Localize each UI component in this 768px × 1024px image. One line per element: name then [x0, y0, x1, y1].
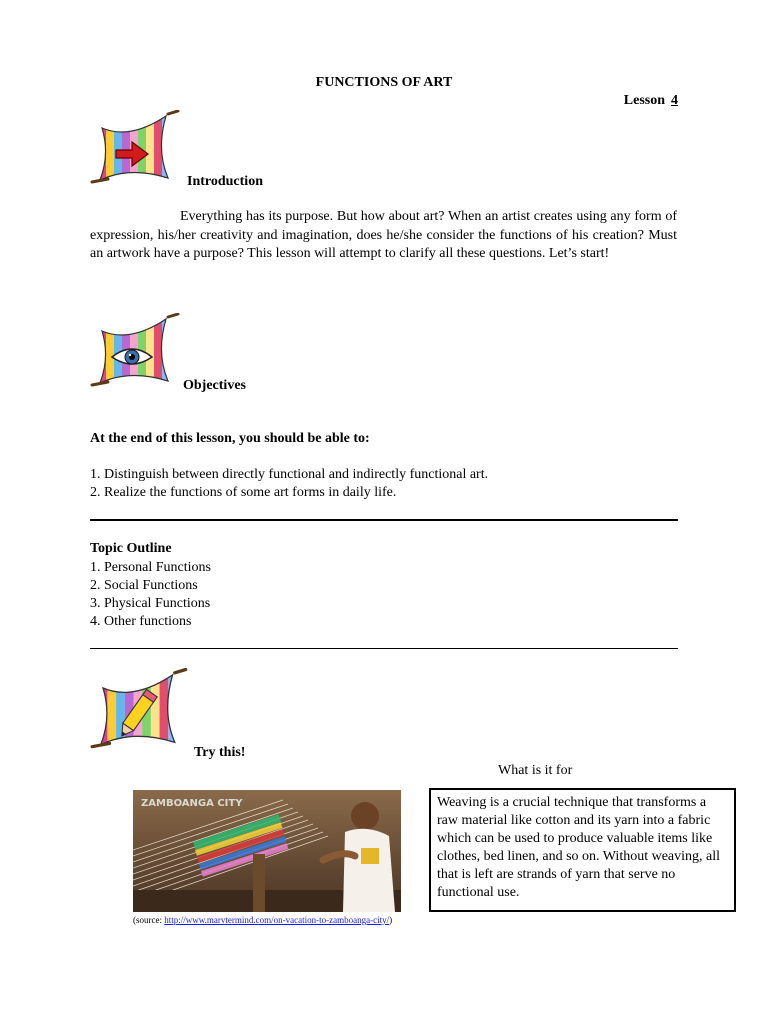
objectives-lead: At the end of this lesson, you should be able to: — [90, 431, 370, 446]
introduction-paragraph: Everything has its purpose. But how about art? When an artist creates using any form of expression, his/her creativity and imagination, does he/she consider the functions of his creation? Must an artwork have a purpose? This lesson will attempt to clarify all these questions. Let’s start! — [90, 209, 677, 261]
list-item: 3. Physical Functions — [90, 596, 211, 611]
try-this-heading: Try this! — [194, 745, 246, 760]
section-divider — [90, 519, 678, 521]
lesson-label-text: Lesson — [623, 93, 665, 108]
caption-link[interactable]: http://www.marvtermind.com/on-vacation-to-zamboanga-city/ — [164, 915, 390, 925]
pencil-icon — [90, 668, 190, 758]
objectives-heading: Objectives — [183, 378, 246, 393]
introduction-heading: Introduction — [187, 174, 263, 189]
list-item: 1. Distinguish between directly functional and indirectly functional art. — [90, 467, 489, 482]
topic-outline-heading: Topic Outline — [90, 541, 172, 556]
try-this-question: What is it for — [498, 763, 573, 778]
photo-caption — [133, 915, 392, 925]
list-item: 4. Other functions — [90, 614, 192, 629]
eye-icon — [90, 313, 182, 395]
caption-suffix: ) — [389, 915, 393, 925]
lesson-number: 4 — [671, 93, 678, 108]
lesson-label — [624, 93, 678, 109]
topic-outline-list — [90, 559, 211, 631]
caption-prefix: (source: — [133, 915, 165, 925]
section-divider — [90, 648, 678, 649]
list-item: 2. Realize the functions of some art forms in daily life. — [90, 485, 397, 500]
weaving-description: Weaving is a crucial technique that transforms a raw material like cotton and its yarn into a fabric which can be used to produce valuable items like clothes, bed linen, and so on. Without weaving, all that is left are strands of yarn that serve no functional use. — [437, 795, 721, 900]
weaving-description-box — [429, 788, 736, 912]
page-title: FUNCTIONS OF ART — [315, 75, 453, 90]
arrow-right-icon — [90, 110, 182, 192]
weaving-photo — [133, 790, 401, 912]
objectives-list — [90, 466, 488, 502]
list-item: 2. Social Functions — [90, 578, 198, 593]
photo-watermark: ZAMBOANGA CITY — [141, 798, 243, 809]
list-item: 1. Personal Functions — [90, 560, 211, 575]
